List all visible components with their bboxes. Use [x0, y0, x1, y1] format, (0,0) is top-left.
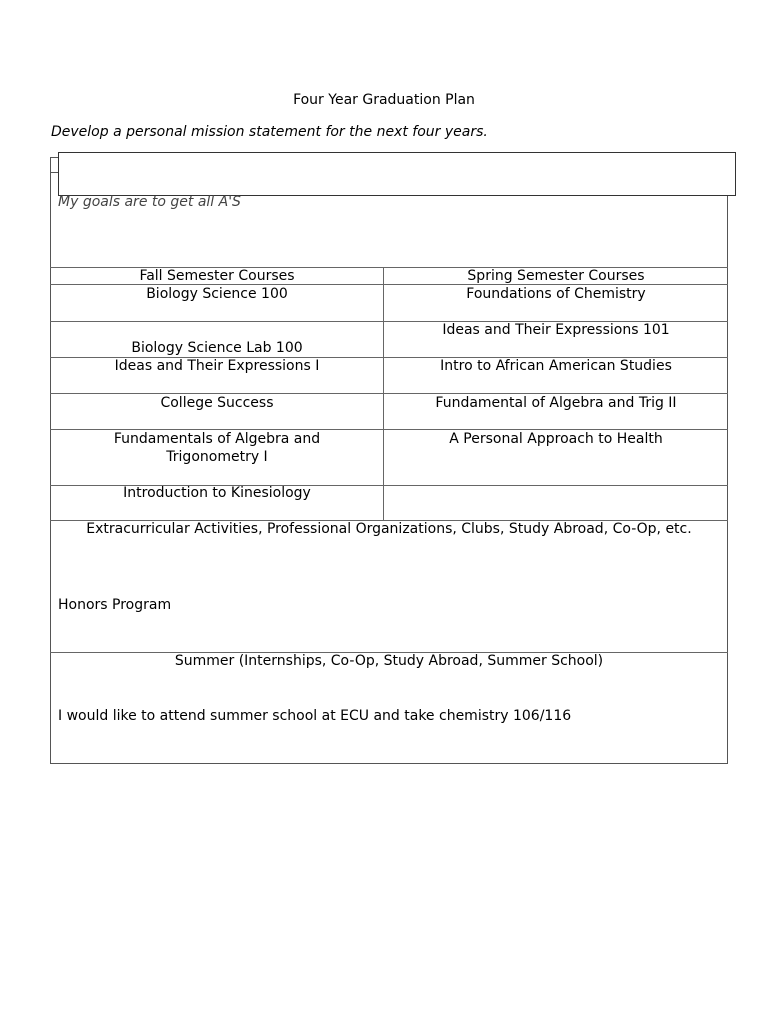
fall-course: Biology Science Lab 100 — [131, 340, 303, 356]
spring-semester-header: Spring Semester Courses — [467, 268, 645, 284]
spring-course: Ideas and Their Expressions 101 — [442, 322, 670, 338]
fall-semester-header: Fall Semester Courses — [139, 268, 295, 284]
spring-course: Fundamental of Algebra and Trig II — [435, 395, 677, 411]
spring-course: Foundations of Chemistry — [466, 286, 646, 302]
fall-course: Fundamentals of Algebra and Trigonometry I — [113, 431, 321, 465]
spring-course: A Personal Approach to Health — [449, 431, 663, 447]
fall-course: Biology Science 100 — [146, 286, 288, 302]
summer-content: I would like to attend summer school at ECU and take chemistry 106/116 — [58, 708, 572, 724]
summer-heading: Summer (Internships, Co-Op, Study Abroad, Summer School) — [174, 653, 604, 669]
fall-course: College Success — [160, 395, 274, 411]
spring-course: Intro to African American Studies — [440, 358, 672, 374]
fall-course: Ideas and Their Expressions I — [114, 358, 320, 374]
table-corner-mark — [50, 157, 58, 173]
mission-instruction: Develop a personal mission statement for the next four years. — [51, 124, 488, 140]
extracurricular-content: Honors Program — [58, 597, 172, 613]
mission-statement-text: My goals are to get all A'S — [58, 194, 241, 210]
fall-course: Introduction to Kinesiology — [123, 485, 311, 501]
page-title: Four Year Graduation Plan — [293, 92, 475, 108]
extracurricular-heading: Extracurricular Activities, Professional Organizations, Clubs, Study Abroad, Co-Op, etc. — [86, 521, 692, 537]
mission-statement-box[interactable] — [58, 152, 736, 196]
